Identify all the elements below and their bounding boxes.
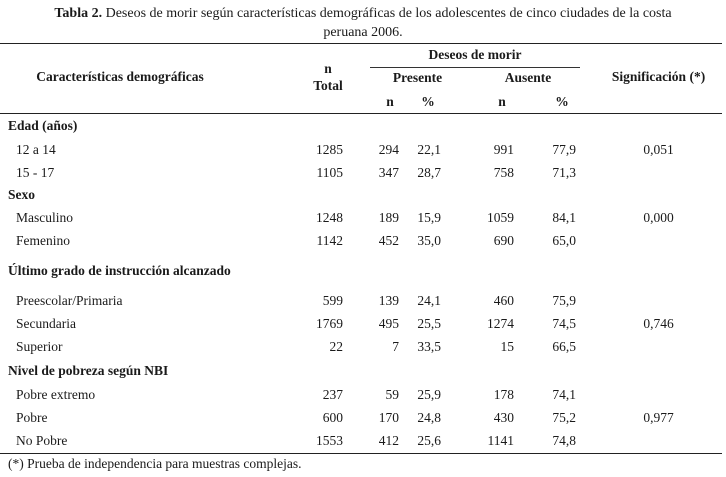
group-significance: 0,977 [643, 410, 674, 425]
row-ausente-pct: 71,3 [552, 165, 576, 180]
caption-line-2: peruana 2006. [323, 25, 403, 40]
header-n: n [324, 61, 332, 76]
header-presente-pct: % [421, 94, 435, 109]
row-presente-pct: 15,9 [417, 210, 441, 225]
row-label: Secundaria [16, 316, 76, 331]
row-ausente-pct: 84,1 [552, 210, 576, 225]
group-significance: 0,051 [643, 142, 674, 157]
header-ausente-n: n [498, 94, 506, 109]
row-total: 1248 [316, 210, 343, 225]
row-presente-n: 452 [378, 233, 399, 248]
row-ausente-n: 15 [500, 339, 514, 354]
row-presente-pct: 33,5 [417, 339, 441, 354]
row-ausente-pct: 65,0 [552, 233, 576, 248]
header-presente: Presente [392, 70, 443, 85]
row-ausente-pct: 74,1 [552, 387, 576, 402]
row-ausente-n: 430 [493, 410, 514, 425]
row-presente-n: 412 [378, 433, 399, 448]
row-ausente-n: 991 [493, 142, 514, 157]
row-label: 12 a 14 [16, 142, 56, 157]
row-ausente-n: 460 [493, 293, 514, 308]
row-presente-n: 170 [378, 410, 399, 425]
row-ausente-n: 690 [493, 233, 514, 248]
row-label: Superior [16, 339, 63, 354]
row-ausente-n: 178 [493, 387, 514, 402]
row-label: 15 - 17 [16, 165, 55, 180]
row-presente-n: 7 [392, 339, 399, 354]
row-presente-n: 294 [378, 142, 399, 157]
header-total: Total [313, 78, 343, 93]
row-presente-pct: 22,1 [417, 142, 441, 157]
table-caption [0, 4, 726, 42]
row-label: Pobre [16, 410, 48, 425]
caption-line-1 [0, 4, 726, 23]
row-total: 599 [322, 293, 343, 308]
row-presente-n: 495 [378, 316, 399, 331]
row-ausente-pct: 75,2 [552, 410, 576, 425]
row-total: 237 [322, 387, 343, 402]
row-ausente-n: 1274 [487, 316, 514, 331]
header-significacion: Significación (*) [611, 69, 706, 84]
header-deseos: Deseos de morir [428, 47, 522, 62]
group-title-pobreza: Nivel de pobreza según NBI [8, 363, 169, 378]
row-presente-pct: 35,0 [417, 233, 441, 248]
row-ausente-n: 1141 [487, 433, 514, 448]
footnote: (*) Prueba de independencia para muestras complejas. [8, 456, 302, 471]
row-ausente-pct: 74,8 [552, 433, 576, 448]
row-presente-n: 139 [378, 293, 399, 308]
top-rule [0, 43, 722, 44]
row-ausente-pct: 74,5 [552, 316, 576, 331]
header-rule [0, 113, 722, 114]
row-ausente-n: 1059 [487, 210, 514, 225]
row-presente-pct: 24,1 [417, 293, 441, 308]
row-total: 600 [322, 410, 343, 425]
row-label: Preescolar/Primaria [16, 293, 123, 308]
row-presente-n: 347 [378, 165, 399, 180]
row-total: 1105 [316, 165, 343, 180]
row-label: Pobre extremo [16, 387, 96, 402]
group-significance: 0,746 [643, 316, 674, 331]
row-presente-pct: 24,8 [417, 410, 441, 425]
group-significance: 0,000 [643, 210, 674, 225]
row-ausente-pct: 66,5 [552, 339, 576, 354]
row-ausente-pct: 77,9 [552, 142, 576, 157]
row-ausente-n: 758 [493, 165, 514, 180]
header-ausente: Ausente [504, 70, 552, 85]
row-ausente-pct: 75,9 [552, 293, 576, 308]
caption-text: Deseos de morir según características demográficas de los adolescentes de cinco ciudades de la costa [102, 6, 672, 21]
header-ausente-pct: % [555, 94, 569, 109]
bottom-rule [0, 453, 722, 454]
row-total: 1769 [316, 316, 343, 331]
row-total: 1142 [316, 233, 343, 248]
row-presente-pct: 25,9 [417, 387, 441, 402]
deseos-underline [370, 67, 580, 68]
group-title-edad: Edad (años) [8, 118, 78, 133]
row-label: No Pobre [16, 433, 68, 448]
row-label: Femenino [16, 233, 70, 248]
row-total: 22 [329, 339, 343, 354]
row-total: 1285 [316, 142, 343, 157]
row-presente-pct: 25,5 [417, 316, 441, 331]
header-presente-n: n [386, 94, 394, 109]
row-presente-n: 59 [385, 387, 399, 402]
row-presente-pct: 28,7 [417, 165, 441, 180]
row-presente-n: 189 [378, 210, 399, 225]
group-title-sexo: Sexo [8, 187, 35, 202]
header-caracteristicas: Características demográficas [36, 69, 204, 84]
group-title-instruccion: Último grado de instrucción alcanzado [8, 263, 231, 278]
caption-label: Tabla 2. [54, 6, 103, 21]
row-label: Masculino [16, 210, 73, 225]
row-presente-pct: 25,6 [417, 433, 441, 448]
row-total: 1553 [316, 433, 343, 448]
